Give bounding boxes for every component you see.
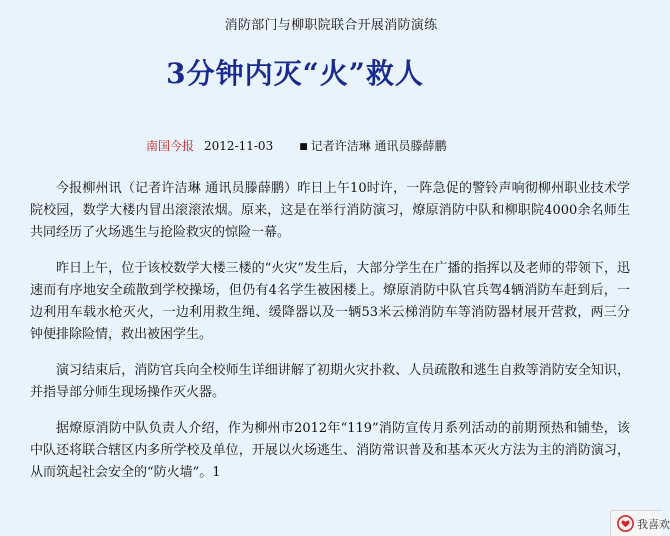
- article-title: 3分钟内灭“火”救人: [166, 57, 424, 90]
- article-subtitle: 消防部门与柳职院联合开展消防演练: [224, 18, 438, 33]
- article-meta: [146, 137, 447, 154]
- like-label: 我喜欢: [637, 517, 670, 531]
- paragraph-3: 演习结束后，消防官兵向全校师生详细讲解了初期火灾扑救、人员疏散和逃生自救等消防安全知识，并指导部分师生现场操作灭火器。: [30, 363, 630, 400]
- like-widget-button[interactable]: [610, 510, 670, 536]
- paragraph-2: 昨日上午，位于该校数学大楼三楼的“火灾”发生后，大部分学生在广播的指挥以及老师的带领下，迅速而有序地安全疏散到学校操场，但仍有4名学生被困楼上。燎原消防中队官兵驾4辆消防车赶到后，一边利用车载水枪灭火，一边利用救生绳、缓降器以及一辆53米云梯消防车等消防器材展开营救，两三分钟便排除险情，救出被困学生。: [30, 261, 630, 342]
- byline: 记者许洁琳 通讯员滕薛鹏: [310, 139, 447, 153]
- paragraph-1: 今报柳州讯（记者许洁琳 通讯员滕薛鹏）昨日上午10时许，一阵急促的警铃声响彻柳州职业技术学院校园，数学大楼内冒出滚滚浓烟。原来，这是在举行消防演习，燎原消防中队和柳职院4000余名师生共同经历了火场逃生与抢险救灾的惊险一幕。: [30, 181, 630, 240]
- source-link[interactable]: 南国今报: [146, 139, 195, 153]
- heart-icon: [617, 515, 634, 532]
- article-body: [30, 178, 630, 498]
- publish-date: 2012-11-03: [204, 139, 274, 153]
- bullet-icon: ■: [299, 142, 308, 152]
- paragraph-4: 据燎原消防中队负责人介绍，作为柳州市2012年“119”消防宣传月系列活动的前期预热和铺垫，该中队还将联合辖区内多所学校及单位，开展以火场逃生、消防常识普及和基本灭火方法为主的消防演习，从而筑起社会安全的“防火墙”。1: [30, 421, 630, 480]
